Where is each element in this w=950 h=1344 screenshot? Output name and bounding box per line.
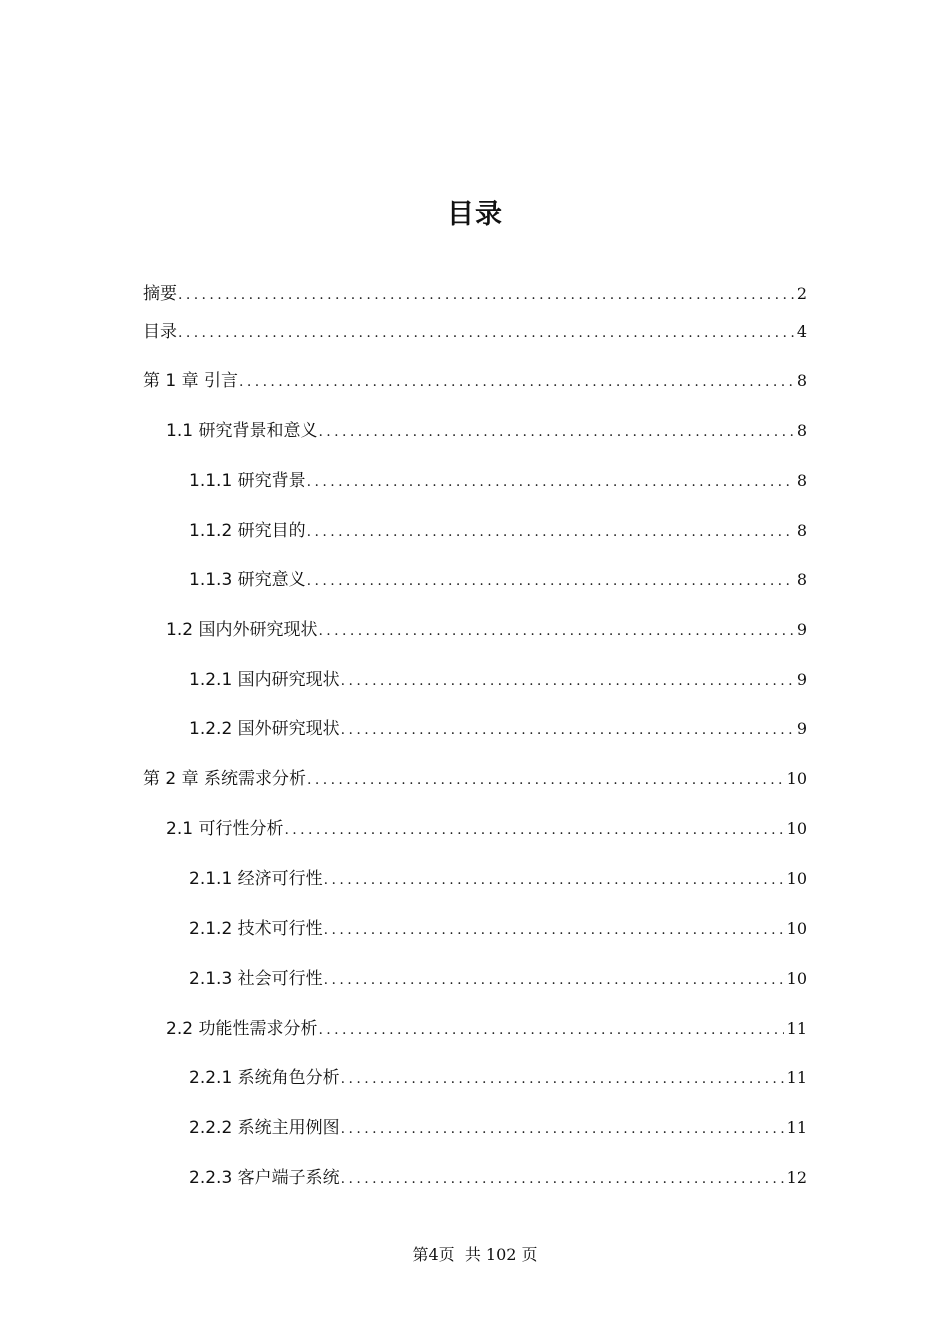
toc-entry[interactable] [166, 618, 807, 642]
toc-entry-page-number: 8 [796, 371, 807, 390]
toc-entry-label: 2.1.3 社会可行性 [189, 969, 323, 989]
toc-entry-page-number: 9 [796, 620, 807, 639]
toc-entry-label: 2.2.2 系统主用例图 [189, 1118, 340, 1138]
toc-entry-label: 第 1 章 引言 [143, 371, 239, 391]
toc-entry-label: 第 2 章 系统需求分析 [143, 769, 307, 789]
toc-entry-label: 2.2.3 客户端子系统 [189, 1168, 340, 1188]
toc-entry-label: 1.1.1 研究背景 [189, 471, 306, 491]
toc-entry-page-number: 10 [786, 969, 807, 988]
toc-entry-label: 1.1.2 研究目的 [189, 521, 306, 541]
dot-leader [324, 918, 784, 942]
dot-leader [324, 868, 784, 892]
toc-entry-page-number: 10 [786, 819, 807, 838]
toc-entry[interactable] [166, 817, 807, 841]
toc-entry-page-number: 8 [796, 421, 807, 440]
toc-entry[interactable] [189, 1116, 807, 1140]
toc-entry-page-number: 11 [786, 1118, 807, 1137]
toc-entry[interactable] [189, 469, 807, 493]
toc-entry-label: 目录 [143, 322, 177, 342]
dot-leader [307, 470, 794, 494]
dot-leader [341, 1167, 784, 1191]
toc-entry[interactable] [143, 767, 807, 791]
toc-entry[interactable] [189, 1166, 807, 1190]
toc-entry-page-number: 11 [786, 1068, 807, 1087]
toc-entry[interactable] [143, 320, 807, 344]
dot-leader [318, 619, 793, 643]
toc-entry-page-number: 8 [796, 570, 807, 589]
toc-entry[interactable] [143, 369, 807, 393]
page-title: 目录 [447, 199, 503, 230]
toc-entry[interactable] [166, 1017, 807, 1041]
dot-leader [178, 283, 794, 307]
dot-leader [178, 321, 794, 345]
dot-leader [318, 1018, 783, 1042]
toc-entry[interactable] [189, 917, 807, 941]
toc-entry-page-number: 4 [796, 322, 807, 341]
dot-leader [239, 370, 794, 394]
toc-entry-page-number: 11 [786, 1019, 807, 1038]
dot-leader [307, 569, 794, 593]
toc-entry-label: 1.2.2 国外研究现状 [189, 719, 340, 739]
toc-entry-page-number: 10 [786, 919, 807, 938]
current-page-number: 第4页 [412, 1245, 455, 1264]
dot-leader [341, 669, 794, 693]
toc-entry-label: 1.1.3 研究意义 [189, 570, 306, 590]
toc-entry-page-number: 10 [786, 769, 807, 788]
toc-entry[interactable] [189, 1066, 807, 1090]
toc-entry-label: 2.2.1 系统角色分析 [189, 1068, 340, 1088]
dot-leader [307, 520, 794, 544]
toc-entry-label: 1.1 研究背景和意义 [166, 421, 318, 441]
toc-entry[interactable] [189, 967, 807, 991]
dot-leader [341, 1067, 784, 1091]
dot-leader [318, 420, 793, 444]
dot-leader [341, 1117, 784, 1141]
toc-entry-label: 1.2.1 国内研究现状 [189, 670, 340, 690]
toc-entry[interactable] [166, 419, 807, 443]
toc-entry-page-number: 12 [786, 1168, 807, 1187]
toc-entry[interactable] [189, 519, 807, 543]
toc-entry-label: 2.2 功能性需求分析 [166, 1019, 318, 1039]
toc-entry-page-number: 8 [796, 471, 807, 490]
toc-entry-label: 2.1.2 技术可行性 [189, 919, 323, 939]
toc-entry-page-number: 2 [796, 284, 807, 303]
toc-entry[interactable] [189, 668, 807, 692]
toc-entry[interactable] [189, 717, 807, 741]
toc-entry-page-number: 10 [786, 869, 807, 888]
toc-entry-label: 2.1 可行性分析 [166, 819, 284, 839]
toc-entry-page-number: 9 [796, 719, 807, 738]
page-footer [0, 1242, 950, 1265]
total-pages: 共 102 页 [464, 1245, 538, 1264]
dot-leader [307, 768, 784, 792]
dot-leader [284, 818, 783, 842]
dot-leader [341, 718, 794, 742]
toc-entry-label: 2.1.1 经济可行性 [189, 869, 323, 889]
toc-entry-page-number: 8 [796, 521, 807, 540]
toc-entry[interactable] [143, 282, 807, 306]
toc-entry-label: 摘要 [143, 284, 177, 304]
toc-entry[interactable] [189, 568, 807, 592]
toc-entry-page-number: 9 [796, 670, 807, 689]
toc-entry[interactable] [189, 867, 807, 891]
dot-leader [324, 968, 784, 992]
toc-entry-label: 1.2 国内外研究现状 [166, 620, 318, 640]
